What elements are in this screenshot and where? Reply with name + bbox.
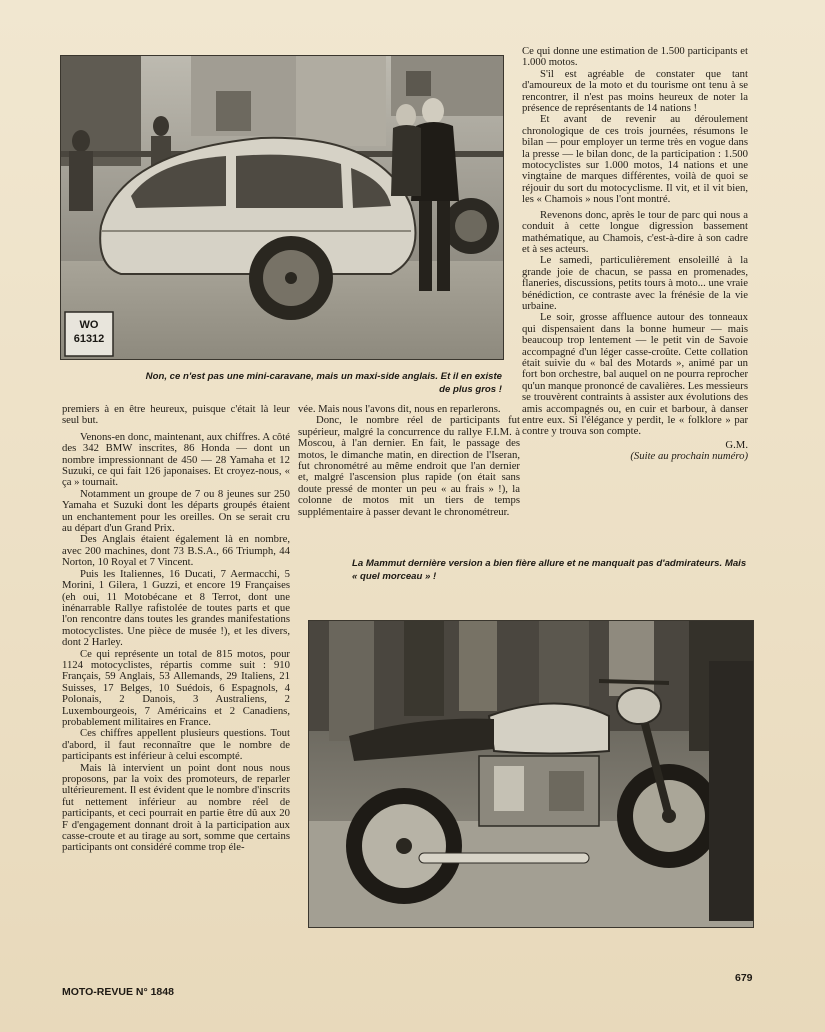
page-number: 679 xyxy=(735,972,753,984)
right-column xyxy=(522,46,748,463)
continuation-note: (Suite au prochain numéro) xyxy=(630,450,748,463)
paragraph: S'il est agréable de constater que tant d'amoureux de la moto et du tourisme ont tenu à se rencontrer, il n'est pas moins heureux de noter la présence de représentants de 14 nations ! xyxy=(522,67,748,115)
paragraph: Ces chiffres appellent plusieurs questions. Tout d'abord, il faut reconnaître que le nombre de participants est inférieur à celui escompté. xyxy=(62,727,290,763)
mammut-motorcycle-photo xyxy=(308,620,754,928)
middle-column xyxy=(298,404,520,518)
paragraph: Le soir, grosse affluence autour des tonneaux qui dispensaient dans la bonne humeur — mais beaucoup trop lentement — le petit vin de Savoie accompagné d'un léger casse-croûte. Cette collation était suivie du « bal des Motards », animé par un fort bon orchestre, bal auquel on ne pourra reprocher qu'un manque prononcé de cavalières. Les messieurs se trouvèrent contraints à assister aux évolutions des amis accompagnés ou, en cuir et barbour, à danser entre eux. Si l'élégance y perdit, le « folklore » par contre y trouva son compte. xyxy=(522,311,748,438)
mammut-photo-drawing xyxy=(309,621,753,927)
caption-sidecar: Non, ce n'est pas une mini-caravane, mais un maxi-side anglais. Et il en existe de plus gros ! xyxy=(145,371,502,395)
paragraph: Des Anglais étaient également là en nombre, avec 200 machines, dont 73 B.S.A., 66 Triumph, 44 Norton, 10 Royal et 7 Vincent. xyxy=(62,533,290,569)
paragraph: Venons-en donc, maintenant, aux chiffres. A côté des 342 BMW inscrites, 86 Honda — dont un nombre impressionnant de 450 — 28 Yamaha et 12 Suzuki, ce qui fait 126 japonaises. Et croyez-nous, « ça » tournait. xyxy=(62,430,290,489)
paragraph: Puis les Italiennes, 16 Ducati, 7 Aermacchi, 5 Morini, 1 Gilera, 1 Guzzi, et encore 19 Françaises (eh oui, 11 Motobécane et 8 Terrot, dont une inénarrable Rallye rafistolée de toutes parts et que l'on rencontre dans toutes les grandes manifestations motocyclistes. Une pièce de musée !), et les divers, dont 2 Harley. xyxy=(62,567,290,649)
caption-mammut: La Mammut dernière version a bien fière allure et ne manquait pas d'admirateurs. Mais « quel morceau » ! xyxy=(352,558,747,582)
paragraph: vée. Mais nous l'avons dit, nous en reparlerons. xyxy=(298,403,501,415)
paragraph: Le samedi, particulièrement ensoleillé à la grande joie de chacun, se passa en promenades, flaneries, discussions, petits tours à moto... une vraie bénédiction, ce contraste avec la frénésie de la vie urbaine. xyxy=(522,254,748,312)
paragraph: Revenons donc, après le tour de parc qui nous a conduit à cette longue digression bassement mathématique, au Chamois, c'est-à-dire à son cadre et à ses acteurs. xyxy=(522,208,748,255)
license-plate: WO 61312 xyxy=(73,319,105,345)
sidecar-photo-drawing xyxy=(61,56,503,359)
magazine-issue-footer: MOTO-REVUE N° 1848 xyxy=(62,986,174,998)
paragraph: premiers à en être heureux, puisque c'était là leur seul but. xyxy=(62,403,290,427)
left-column xyxy=(62,404,290,854)
paragraph: Ce qui représente un total de 815 motos, pour 1124 motocyclistes, répartis comme suit : 910 Français, 59 Anglais, 53 Allemands, 29 Italiens, 21 Suisses, 17 Belges, 10 Suédois, 6 Espagnols, 4 Polonais, 2 Danois, 3 Australiens, 2 Luxembourgeois, 7 Américains et 2 Canadiens, probablement militaires en France. xyxy=(62,647,290,728)
paragraph: Mais là intervient un point dont nous nous proposons, par la voix des promoteurs, de reparler ultérieurement. Il est évident que le nombre d'inscrits fut nettement inférieur au nombre réel de participants, et ceci pourrait en partie être dû aux 20 F d'engagement donnant droit à la participation aux casse-croute et au tirage au sort, somme que certains participants ont considéré comme trop éle- xyxy=(62,761,290,854)
paragraph: Notamment un groupe de 7 ou 8 jeunes sur 250 Yamaha et Suzuki dont les départs groupés étaient un enchantement pour les oreilles. On se serait cru au départ d'un Grand Prix. xyxy=(62,487,290,535)
sidecar-photo xyxy=(60,55,504,360)
signature: G.M. xyxy=(725,438,748,451)
paragraph: Et avant de revenir au déroulement chronologique de ces trois journées, résumons le bilan — pour employer un terme très en vogue dans la presse — le bilan donc, de la participation : 1.500 motocyclistes sur 1.000 motos, 14 nations et une vingtaine de marques différentes, voilà de quoi se réjouir du sort du motocyclisme. Il vit, et il vit bien, les « Chamois » nous l'ont montré. xyxy=(522,113,748,206)
paragraph: Ce qui donne une estimation de 1.500 participants et 1.000 motos. xyxy=(522,45,748,69)
paragraph: Donc, le nombre réel de participants fut supérieur, malgré la concurrence du rallye F.I.M. à Moscou, à l'an dernier. En fait, le passage des motos, le dimanche matin, en direction de l'Iseran, fut chronométré au même endroit que l'an dernier et, malgré l'ascension plus rapide (on était sans doute pressé de monter un peu « au frais » !), la colonne de motos mit un tiers de temps supplémentaire à passer devant le chronométreur. xyxy=(298,414,520,518)
